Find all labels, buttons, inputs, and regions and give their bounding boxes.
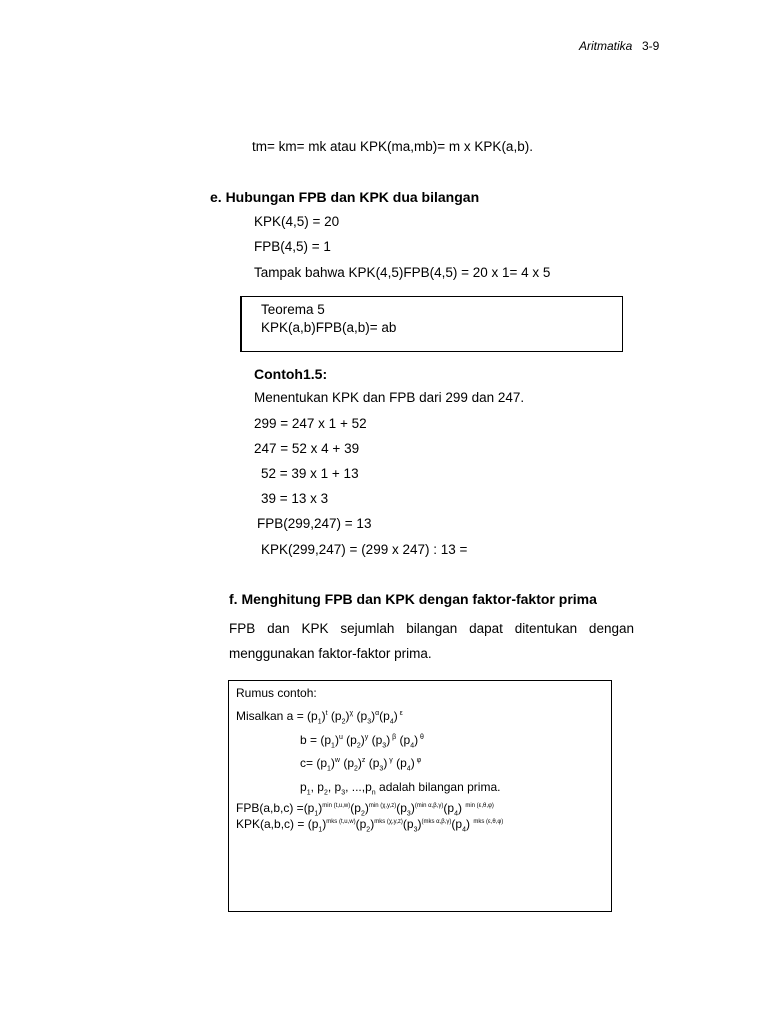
fpb-4-5-line: FPB(4,5) = 1: [254, 239, 331, 254]
theorem-statement: KPK(a,b)FPB(a,b)= ab: [261, 320, 397, 335]
intro-line: tm= km= mk atau KPK(ma,mb)= m x KPK(a,b).: [252, 139, 533, 154]
page-number: 3-9: [642, 39, 660, 53]
example-line: 39 = 13 x 3: [261, 491, 329, 506]
example-line: 247 = 52 x 4 + 39: [254, 441, 360, 456]
example-line: KPK(299,247) = (299 x 247) : 13 =: [261, 542, 468, 557]
section-f-paragraph: FPB dan KPK sejumlah bilangan dapat ditentukan dengan menggunakan faktor-faktor prima.: [229, 621, 634, 661]
section-f-heading: f. Menghitung FPB dan KPK dengan faktor-faktor prima: [229, 591, 597, 607]
formula-title: Rumus contoh:: [236, 686, 317, 700]
example-line: 299 = 247 x 1 + 52: [254, 416, 367, 431]
fpb-formula: $FPB(a,b,c) =(p_1)^{min (t,u,w)}(p_2)^{min (\chi,y,z)}(p_3)^{(min \alpha,\beta,\gamma)}(p_4)$ $^{min (\varepsilon,\theta,\varphi)}$: [236, 801, 494, 818]
formula-c: $c= (p_1)^w$ $(p_2)^z$ $(p_3)$ $^\gamma$ $(p_4)$ $^\varphi$: [300, 756, 422, 773]
example-line: 52 = 39 x 1 + 13: [261, 466, 359, 481]
example-line: FPB(299,247) = 13: [257, 516, 372, 531]
example-line: Menentukan KPK dan FPB dari 299 dan 247.: [254, 390, 525, 405]
section-e-heading: e. Hubungan FPB dan KPK dua bilangan: [210, 189, 480, 205]
kpk-formula: $KPK(a,b,c) = (p_1)^{mks (t,u,w)}(p_2)^{mks (\chi,y,z)}(p_3)^{(mks \alpha,\beta,\gamma)}(p_4)$ $^{mks (\varepsilon,\theta,\varphi)}$: [236, 817, 504, 834]
example-heading: Contoh1.5:: [254, 366, 328, 382]
theorem-title: Teorema 5: [261, 302, 325, 317]
kpk-4-5-line: KPK(4,5) = 20: [254, 214, 340, 229]
formula-b: $b = (p_1)^u$ $(p_2)^y$ $(p_3)$ $^\beta$ $(p_4)$ $^\theta$: [300, 733, 424, 750]
formula-a: Misalkan $a = (p_1)^t$ $(p_2)^\chi$ $(p_3)^\alpha(p_4)$ $^\varepsilon$: [236, 709, 403, 726]
running-header-title: Aritmatika: [579, 39, 633, 53]
observation-line: Tampak bahwa KPK(4,5)FPB(4,5) = 20 x 1= 4 x 5: [254, 265, 551, 280]
prime-note: $p_1$, $p_2$, $p_3$, $...,p_n$ adalah bilangan prima.: [300, 780, 501, 797]
